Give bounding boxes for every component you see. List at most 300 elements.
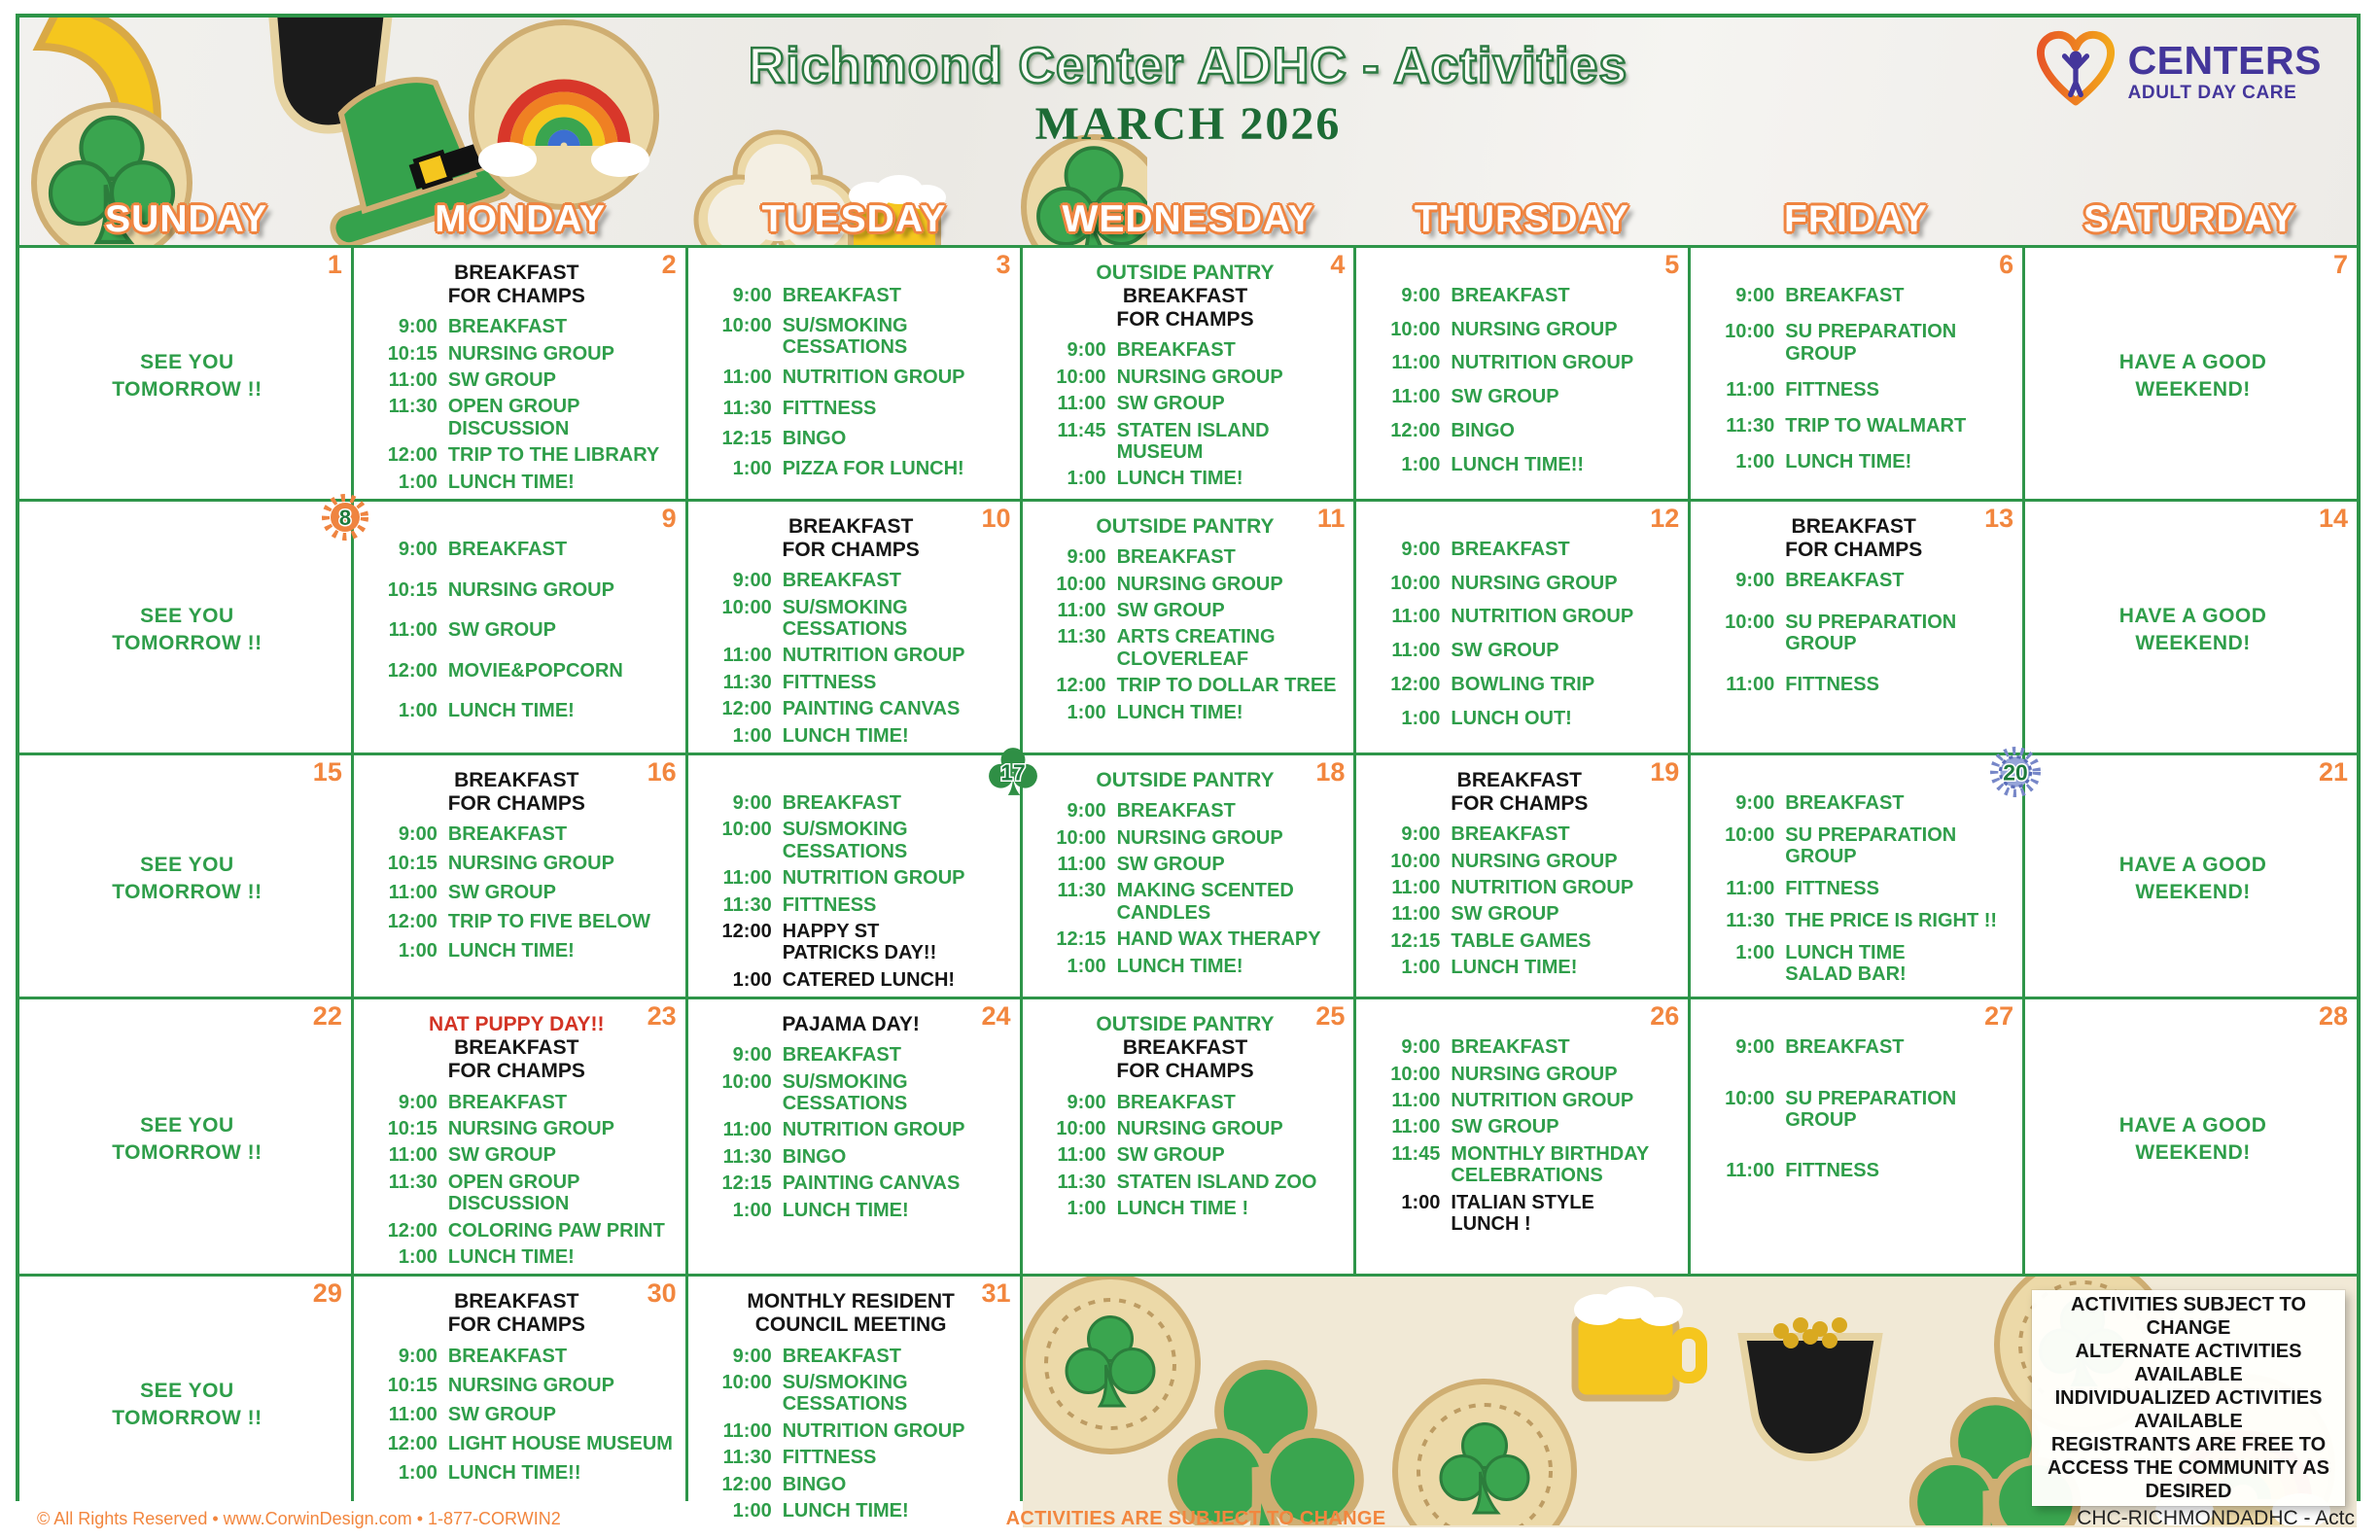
schedule-time: 9:00 xyxy=(1067,546,1106,569)
activity-line: NUTRITION GROUP xyxy=(782,645,965,667)
schedule-time: 9:00 xyxy=(398,1091,438,1113)
schedule-activity xyxy=(1117,574,1347,595)
activity-line: TRIP TO WALMART xyxy=(1785,414,1967,437)
activity-line: BREAKFAST xyxy=(1451,823,1570,846)
day-cell-16 xyxy=(354,755,685,997)
day-header-label: WEDNESDAY xyxy=(1062,198,1314,240)
schedule-activity xyxy=(783,725,1012,747)
activity-line: LUNCH TIME! xyxy=(1116,955,1243,977)
schedule-item xyxy=(700,819,1012,862)
activity-line: BREAKFAST xyxy=(447,539,568,561)
schedule-activity xyxy=(1785,878,2014,899)
subject-to-change-text: ACTIVITIES ARE SUBJECT TO CHANGE xyxy=(1005,1507,1386,1529)
activity-line: PAINTING CANVAS xyxy=(782,1172,961,1195)
day-cell-28 xyxy=(2025,999,2357,1274)
schedule-activity xyxy=(1117,928,1347,950)
schedule-time: 12:15 xyxy=(721,1172,772,1195)
activity-line: HAPPY ST xyxy=(782,920,880,942)
schedule-list xyxy=(366,539,678,722)
header-line: MONTHLY RESIDENT xyxy=(747,1290,955,1313)
schedule-item xyxy=(700,1346,1012,1367)
activity-line: MAKING SCENTED xyxy=(1116,880,1294,902)
schedule-activity xyxy=(448,539,678,560)
date-number: 23 xyxy=(647,1001,677,1032)
svg-text:8: 8 xyxy=(338,506,351,531)
schedule-item xyxy=(1034,420,1347,464)
schedule-time: 1:00 xyxy=(398,471,438,493)
schedule-time: 9:00 xyxy=(732,1345,772,1367)
schedule-item xyxy=(700,894,1012,916)
activity-line: FITTNESS xyxy=(782,1447,877,1469)
schedule-activity xyxy=(448,1172,678,1215)
schedule-item xyxy=(1368,708,1680,729)
day-header-label: TUESDAY xyxy=(761,198,947,240)
activity-line: BINGO xyxy=(1451,419,1515,441)
schedule-time: 10:00 xyxy=(1056,573,1106,595)
document-code: CHC-RICHMONDADHC - Actc xyxy=(2077,1507,2356,1529)
activity-line: SW GROUP xyxy=(1451,386,1559,408)
schedule-activity xyxy=(1451,1143,1680,1187)
shamrock-icon xyxy=(987,746,1039,803)
activity-line: THE PRICE IS RIGHT !! xyxy=(1785,909,1998,931)
cell-message xyxy=(112,1378,262,1433)
header-line: BREAKFAST xyxy=(1122,285,1248,308)
schedule-time: 11:00 xyxy=(388,619,438,642)
schedule-item xyxy=(700,367,1012,388)
cell-header xyxy=(1710,515,1997,562)
activity-line: BREAKFAST xyxy=(1116,339,1236,362)
schedule-item xyxy=(366,444,678,466)
schedule-item xyxy=(366,1092,678,1113)
schedule-time: 1:00 xyxy=(1401,1191,1441,1213)
schedule-time: 11:30 xyxy=(388,1171,438,1193)
activity-line: MOVIE&POPCORN xyxy=(447,659,623,682)
activity-line: BOWLING TRIP xyxy=(1451,673,1595,695)
schedule-time: 11:00 xyxy=(1057,599,1106,621)
schedule-time: 11:00 xyxy=(1726,378,1775,401)
cell-headers xyxy=(1042,262,1329,332)
activity-line: BREAKFAST xyxy=(782,1345,901,1367)
schedule-item xyxy=(1034,600,1347,621)
schedule-time: 12:00 xyxy=(387,911,438,933)
schedule-activity xyxy=(783,1146,1012,1168)
schedule-activity xyxy=(448,444,678,466)
activity-line: GROUP xyxy=(1785,1108,1857,1131)
schedule-activity xyxy=(448,1246,678,1268)
header-line: FOR CHAMPS xyxy=(1116,1060,1254,1083)
activity-line: PAINTING CANVAS xyxy=(782,698,961,720)
schedule-time: 9:00 xyxy=(1067,339,1106,362)
date-number: 14 xyxy=(2318,504,2348,534)
cell-message xyxy=(2119,603,2267,658)
activity-line: SU/SMOKING xyxy=(782,1070,908,1093)
schedule-item xyxy=(700,315,1012,359)
svg-text:20: 20 xyxy=(2003,759,2028,786)
day-cell-20 xyxy=(1691,755,2028,997)
day-cell-6 xyxy=(1691,248,2022,499)
schedule-item xyxy=(1034,468,1347,489)
header-line: FOR CHAMPS xyxy=(447,792,585,816)
schedule-activity xyxy=(1785,415,2014,437)
schedule-time: 11:30 xyxy=(1057,880,1106,902)
date-number: 12 xyxy=(1650,504,1680,534)
schedule-activity xyxy=(448,823,678,845)
cell-header xyxy=(1042,262,1329,285)
schedule-item xyxy=(1034,854,1347,875)
schedule-time: 12:00 xyxy=(387,444,438,467)
schedule-item xyxy=(700,428,1012,449)
header-line: OUTSIDE PANTRY xyxy=(1096,515,1275,539)
schedule-item xyxy=(1368,674,1680,695)
schedule-list xyxy=(1034,339,1347,489)
schedule-activity xyxy=(1451,352,1680,373)
schedule-activity xyxy=(1451,1036,1680,1058)
day-cell-8 xyxy=(19,502,351,752)
date-number: 25 xyxy=(1315,1001,1346,1032)
message-line: SEE YOU xyxy=(140,604,234,627)
activity-line: LUNCH TIME! xyxy=(447,700,575,722)
schedule-item xyxy=(700,672,1012,693)
message-line: TOMORROW !! xyxy=(112,632,262,655)
day-cell-11 xyxy=(1023,502,1354,752)
header-line: FOR CHAMPS xyxy=(447,1313,585,1337)
schedule-list xyxy=(1034,546,1347,723)
activity-line: FITTNESS xyxy=(782,671,877,693)
schedule-time: 11:00 xyxy=(1391,386,1441,408)
schedule-activity xyxy=(1785,451,2014,472)
header-line: BREAKFAST xyxy=(454,769,579,792)
schedule-item xyxy=(366,1433,678,1454)
message-line: WEEKEND! xyxy=(2135,378,2251,401)
schedule-activity xyxy=(1451,1116,1680,1138)
date-number: 10 xyxy=(981,504,1011,534)
schedule-list xyxy=(1702,570,2014,696)
schedule-activity xyxy=(1451,674,1680,695)
header-line: FOR CHAMPS xyxy=(447,1060,585,1083)
schedule-activity xyxy=(1451,851,1680,872)
activity-line: LUNCH TIME!! xyxy=(447,1461,581,1484)
schedule-activity xyxy=(1117,546,1347,568)
schedule-activity xyxy=(1785,910,2014,931)
schedule-activity xyxy=(448,316,678,337)
activity-line: NURSING GROUP xyxy=(1116,573,1283,595)
sun-icon xyxy=(320,492,370,547)
cell-header xyxy=(1042,285,1329,332)
message-line: SEE YOU xyxy=(140,1113,234,1137)
day-cell-9 xyxy=(354,502,685,752)
cell-message xyxy=(2119,1112,2267,1168)
activity-line: CESSATIONS xyxy=(782,1093,908,1115)
cell-message xyxy=(112,852,262,907)
activity-line: LUNCH TIME! xyxy=(447,1245,575,1268)
schedule-item xyxy=(700,285,1012,306)
schedule-list xyxy=(700,570,1012,747)
schedule-item xyxy=(1368,454,1680,475)
schedule-time: 12:00 xyxy=(721,1473,772,1495)
cell-header xyxy=(708,515,995,562)
date-number: 31 xyxy=(981,1278,1011,1309)
schedule-activity xyxy=(783,894,1012,916)
schedule-time: 11:30 xyxy=(722,397,772,419)
schedule-time: 1:00 xyxy=(732,457,772,479)
schedule-activity xyxy=(448,396,678,439)
date-number: 5 xyxy=(1664,250,1680,279)
activity-line: FITTNESS xyxy=(1785,674,1879,696)
header-line: BREAKFAST xyxy=(788,515,914,539)
schedule-item xyxy=(700,698,1012,719)
activity-line: CESSATIONS xyxy=(782,336,908,359)
schedule-activity xyxy=(1451,957,1680,978)
schedule-time: 1:00 xyxy=(398,1245,438,1268)
activity-line: BREAKFAST xyxy=(1785,1036,1905,1059)
schedule-item xyxy=(1702,415,2014,437)
schedule-activity xyxy=(783,645,1012,666)
date-number: 9 xyxy=(661,504,677,534)
cell-headers xyxy=(708,1013,995,1036)
activity-line: NURSING GROUP xyxy=(447,1117,614,1139)
schedule-activity xyxy=(448,940,678,962)
schedule-item xyxy=(700,597,1012,641)
activity-line: BREAKFAST xyxy=(782,570,901,592)
cell-header xyxy=(708,1290,995,1337)
activity-line: MUSEUM xyxy=(1116,440,1204,463)
message-line: HAVE A GOOD xyxy=(2118,604,2267,627)
header-line: BREAKFAST xyxy=(454,1036,579,1060)
message-line: SEE YOU xyxy=(140,350,234,373)
schedule-item xyxy=(1034,626,1347,670)
schedule-item xyxy=(700,1474,1012,1495)
schedule-item xyxy=(366,660,678,682)
schedule-item xyxy=(1368,285,1680,306)
schedule-list xyxy=(1702,1036,2014,1182)
schedule-activity xyxy=(1451,573,1680,594)
schedule-time: 10:15 xyxy=(387,578,438,601)
schedule-activity xyxy=(1451,1090,1680,1111)
schedule-item xyxy=(1702,285,2014,306)
schedule-item xyxy=(1034,675,1347,696)
activity-line: FITTNESS xyxy=(782,397,877,419)
day-cell-19 xyxy=(1356,755,1688,997)
schedule-activity xyxy=(1117,600,1347,621)
schedule-time: 9:00 xyxy=(1735,285,1775,306)
schedule-time: 11:30 xyxy=(388,396,438,418)
schedule-time: 11:00 xyxy=(388,1144,438,1167)
schedule-time: 1:00 xyxy=(1067,1198,1106,1220)
schedule-activity xyxy=(448,1092,678,1113)
schedule-item xyxy=(700,458,1012,479)
schedule-item xyxy=(1368,877,1680,898)
schedule-list xyxy=(1034,1092,1347,1220)
schedule-list xyxy=(700,285,1012,479)
schedule-item xyxy=(366,1246,678,1268)
cell-header xyxy=(1376,769,1662,816)
cell-message xyxy=(112,349,262,404)
date-number: 26 xyxy=(1650,1001,1680,1032)
message-line: TOMORROW !! xyxy=(112,881,262,904)
activity-line: NURSING GROUP xyxy=(1451,850,1618,872)
activity-line: BINGO xyxy=(782,427,847,449)
schedule-item xyxy=(1368,573,1680,594)
date-number: 13 xyxy=(1984,504,2014,534)
schedule-activity xyxy=(1785,824,2014,868)
schedule-activity xyxy=(448,882,678,903)
schedule-time: 11:00 xyxy=(1057,1144,1106,1167)
day-cell-5 xyxy=(1356,248,1688,499)
schedule-activity xyxy=(1785,1088,2014,1132)
schedule-item xyxy=(1034,956,1347,977)
activity-line: GROUP xyxy=(1785,846,1857,868)
day-cell-22 xyxy=(19,999,351,1274)
activity-line: BREAKFAST xyxy=(1451,1036,1570,1059)
schedule-time: 11:00 xyxy=(1057,393,1106,415)
schedule-item xyxy=(366,1462,678,1484)
schedule-item xyxy=(1368,1036,1680,1058)
activity-line: BREAKFAST xyxy=(447,1091,568,1113)
schedule-time: 9:00 xyxy=(398,823,438,846)
schedule-item xyxy=(366,316,678,337)
activity-line: NUTRITION GROUP xyxy=(1451,352,1634,374)
day-cell-17 xyxy=(688,755,1026,997)
schedule-item xyxy=(700,1172,1012,1194)
schedule-time: 10:15 xyxy=(387,342,438,365)
schedule-time: 10:00 xyxy=(1725,823,1775,846)
activity-line: FITTNESS xyxy=(782,893,877,916)
schedule-activity xyxy=(1451,930,1680,952)
schedule-item xyxy=(1034,928,1347,950)
banner xyxy=(19,18,2357,245)
date-number: 21 xyxy=(2318,757,2348,788)
schedule-activity xyxy=(1117,880,1347,924)
schedule-list xyxy=(700,792,1012,991)
day-cell-18 xyxy=(1023,755,1354,997)
schedule-activity xyxy=(783,1474,1012,1495)
schedule-item xyxy=(366,1220,678,1242)
activity-line: SW GROUP xyxy=(1116,393,1225,415)
schedule-time: 10:00 xyxy=(1390,850,1441,872)
activity-line: SU PREPARATION xyxy=(1785,1087,1957,1109)
activity-line: MONTHLY BIRTHDAY xyxy=(1451,1142,1650,1165)
schedule-time: 9:00 xyxy=(732,285,772,306)
date-number: 11 xyxy=(1316,504,1346,534)
date-number: 19 xyxy=(1650,757,1680,788)
activity-line: BREAKFAST xyxy=(1116,800,1236,822)
schedule-item xyxy=(1368,319,1680,340)
schedule-activity xyxy=(1117,956,1347,977)
schedule-activity xyxy=(448,700,678,721)
notice-line: REGISTRANTS ARE FREE TO ACCESS THE COMMUNITY AS DESIRED xyxy=(2047,1434,2330,1503)
activity-line: GROUP xyxy=(1785,633,1857,655)
schedule-activity xyxy=(1785,612,2014,655)
message-line: TOMORROW !! xyxy=(112,378,262,401)
day-cell-21 xyxy=(2025,755,2357,997)
day-header-label: FRIDAY xyxy=(1784,198,1928,240)
schedule-time: 11:00 xyxy=(1726,877,1775,899)
schedule-activity xyxy=(1117,854,1347,875)
day-cell-14 xyxy=(2025,502,2357,752)
notice-line: INDIVIDUALIZED ACTIVITIES AVAILABLE xyxy=(2054,1387,2323,1433)
schedule-time: 10:00 xyxy=(1725,321,1775,343)
schedule-time: 9:00 xyxy=(732,1044,772,1067)
date-number: 16 xyxy=(647,757,677,788)
schedule-time: 11:45 xyxy=(1391,1142,1441,1165)
date-number: 22 xyxy=(312,1001,342,1032)
schedule-item xyxy=(1702,910,2014,931)
schedule-activity xyxy=(783,1172,1012,1194)
schedule-time: 1:00 xyxy=(1401,957,1441,979)
day-cell-15 xyxy=(19,755,351,997)
schedule-time: 11:30 xyxy=(722,671,772,693)
message-line: TOMORROW !! xyxy=(112,1407,262,1430)
schedule-item xyxy=(366,940,678,962)
header-line: NAT PUPPY DAY!! xyxy=(429,1013,605,1036)
schedule-item xyxy=(1368,1192,1680,1236)
schedule-activity xyxy=(448,1375,678,1396)
schedule-time: 12:00 xyxy=(387,659,438,682)
activity-line: NURSING GROUP xyxy=(1116,1117,1283,1139)
activity-line: LUNCH TIME! xyxy=(782,1499,909,1522)
schedule-time: 9:00 xyxy=(398,316,438,338)
schedule-time: 12:00 xyxy=(1056,675,1106,697)
schedule-list xyxy=(700,1346,1012,1522)
schedule-activity xyxy=(1451,640,1680,661)
schedule-activity xyxy=(1117,420,1347,464)
schedule-list xyxy=(700,1044,1012,1221)
schedule-item xyxy=(366,1118,678,1139)
activity-line: NUTRITION GROUP xyxy=(1451,606,1634,628)
activity-line: CANDLES xyxy=(1116,901,1211,924)
activity-line: NUTRITION GROUP xyxy=(782,867,965,890)
activity-line: SALAD BAR! xyxy=(1785,962,1907,985)
message-line: WEEKEND! xyxy=(2135,1141,2251,1165)
schedule-time: 10:00 xyxy=(721,819,772,841)
schedule-activity xyxy=(783,1071,1012,1115)
day-cell-4 xyxy=(1023,248,1354,499)
schedule-item xyxy=(366,343,678,365)
cell-headers xyxy=(373,1013,660,1083)
schedule-time: 10:00 xyxy=(1056,826,1106,849)
schedule-activity xyxy=(448,1433,678,1454)
svg-text:17: 17 xyxy=(999,759,1026,786)
schedule-activity xyxy=(1451,420,1680,441)
schedule-activity xyxy=(448,1118,678,1139)
schedule-activity xyxy=(783,819,1012,862)
date-number: 15 xyxy=(312,757,342,788)
schedule-item xyxy=(366,700,678,721)
activity-line: ARTS CREATING xyxy=(1116,626,1276,648)
day-cell-7 xyxy=(2025,248,2357,499)
schedule-time: 11:00 xyxy=(1057,853,1106,875)
activity-line: SW GROUP xyxy=(1116,599,1225,621)
schedule-list xyxy=(366,1092,678,1269)
cell-header xyxy=(373,1036,660,1083)
day-cell-23 xyxy=(354,999,685,1274)
schedule-item xyxy=(700,1420,1012,1442)
schedule-time: 10:00 xyxy=(721,315,772,337)
activity-line: TRIP TO DOLLAR TREE xyxy=(1116,675,1337,697)
schedule-activity xyxy=(1117,367,1347,388)
schedule-time: 1:00 xyxy=(1067,468,1106,490)
schedule-activity xyxy=(1117,1118,1347,1139)
schedule-time: 12:00 xyxy=(1390,419,1441,441)
cell-header xyxy=(373,1013,660,1036)
activity-line: LUNCH TIME! xyxy=(1116,468,1243,490)
schedule-item xyxy=(700,1146,1012,1168)
activity-line: BREAKFAST xyxy=(782,285,901,306)
day-cell-31 xyxy=(688,1277,1020,1527)
header-line: FOR CHAMPS xyxy=(782,539,920,562)
date-number: 27 xyxy=(1984,1001,2014,1032)
schedule-item xyxy=(1368,352,1680,373)
